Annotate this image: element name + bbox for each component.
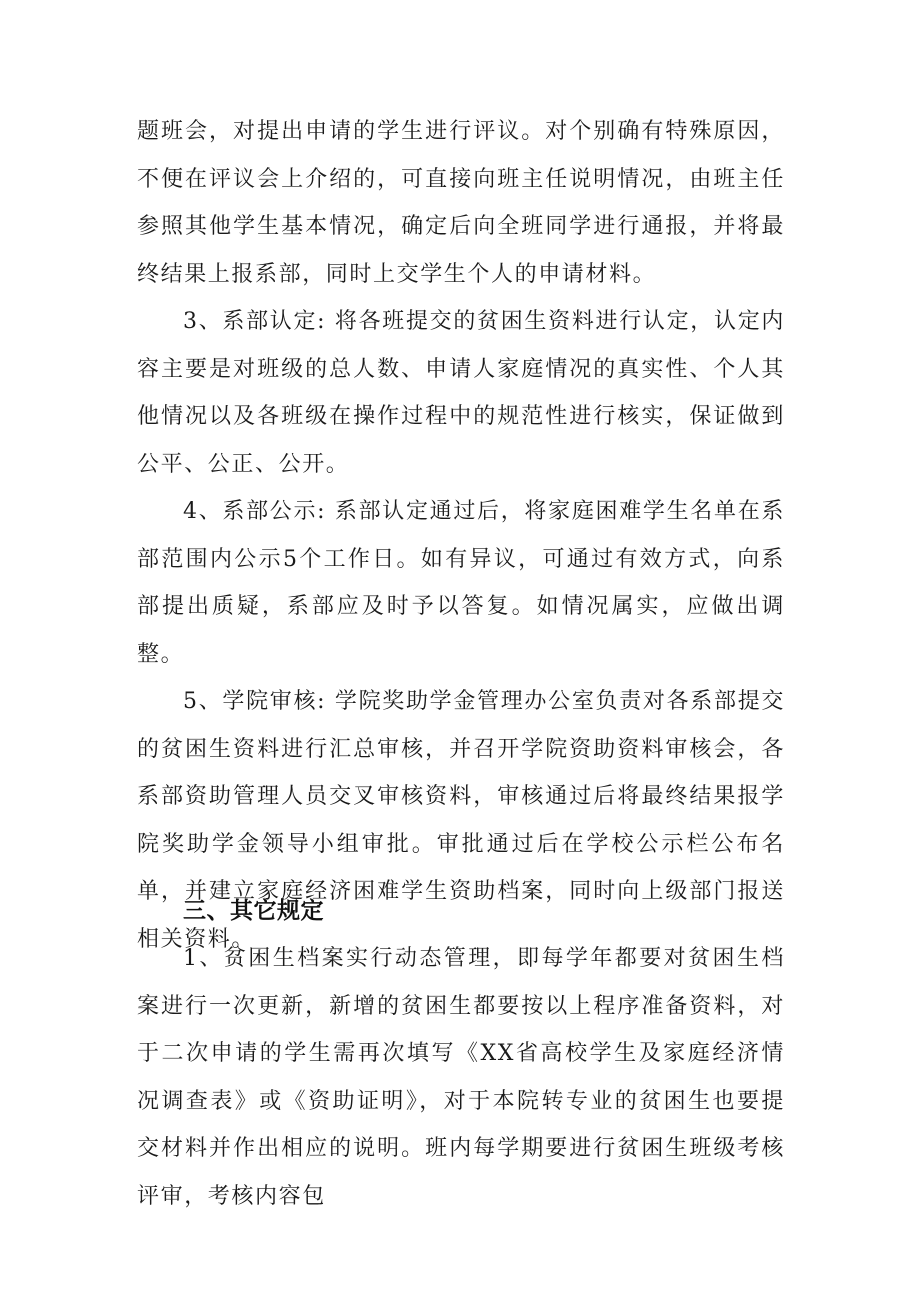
paragraph-department-publicity: 4、系部公示: 系部认定通过后，将家庭困难学生名单在系部范围内公示5个工作日。如有异议，可通过有效方式，向系部提出质疑，系部应及时予以答复。如情况属实，应做出调整。: [137, 499, 785, 667]
paragraph-department-confirmation: 3、系部认定: 将各班提交的贫困生资料进行认定，认定内容主要是对班级的总人数、申请人家庭情况的真实性、个人其他情况以及各班级在操作过程中的规范性进行核实，保证做到公平、公正、公开。: [137, 309, 785, 477]
paragraph-continuation: 题班会，对提出申请的学生进行评议。对个别确有特殊原因，不便在评议会上介绍的，可直接向班主任说明情况，由班主任参照其他学生基本情况，确定后向全班同学进行通报，并将最终结果上报系部，同时上交学生个人的申请材料。: [137, 119, 785, 287]
paragraph-dynamic-management: 1、贫困生档案实行动态管理，即每学年都要对贫困生档案进行一次更新，新增的贫困生都要按以上程序准备资料，对于二次申请的学生需再次填写《XX省高校学生及家庭经济情况调查表》或《资助证明》，对于本院转专业的贫困生也要提交材料并作出相应的说明。班内每学期要进行贫困生班级考核评审，考核内容包: [137, 946, 785, 1209]
document-body-top: [137, 108, 785, 963]
document-body-bottom: [137, 935, 785, 1220]
paragraph-college-review: 5、学院审核: 学院奖助学金管理办公室负责对各系部提交的贫困生资料进行汇总审核，并召开学院资助资料审核会，各系部资助管理人员交叉审核资料，审核通过后将最终结果报学院奖助学金领导小组审批。审批通过后在学校公示栏公布名单，并建立家庭经济困难学生资助档案，同时向上级部门报送相关资料。: [137, 689, 785, 952]
section-heading: 三、其它规定: [183, 898, 324, 924]
